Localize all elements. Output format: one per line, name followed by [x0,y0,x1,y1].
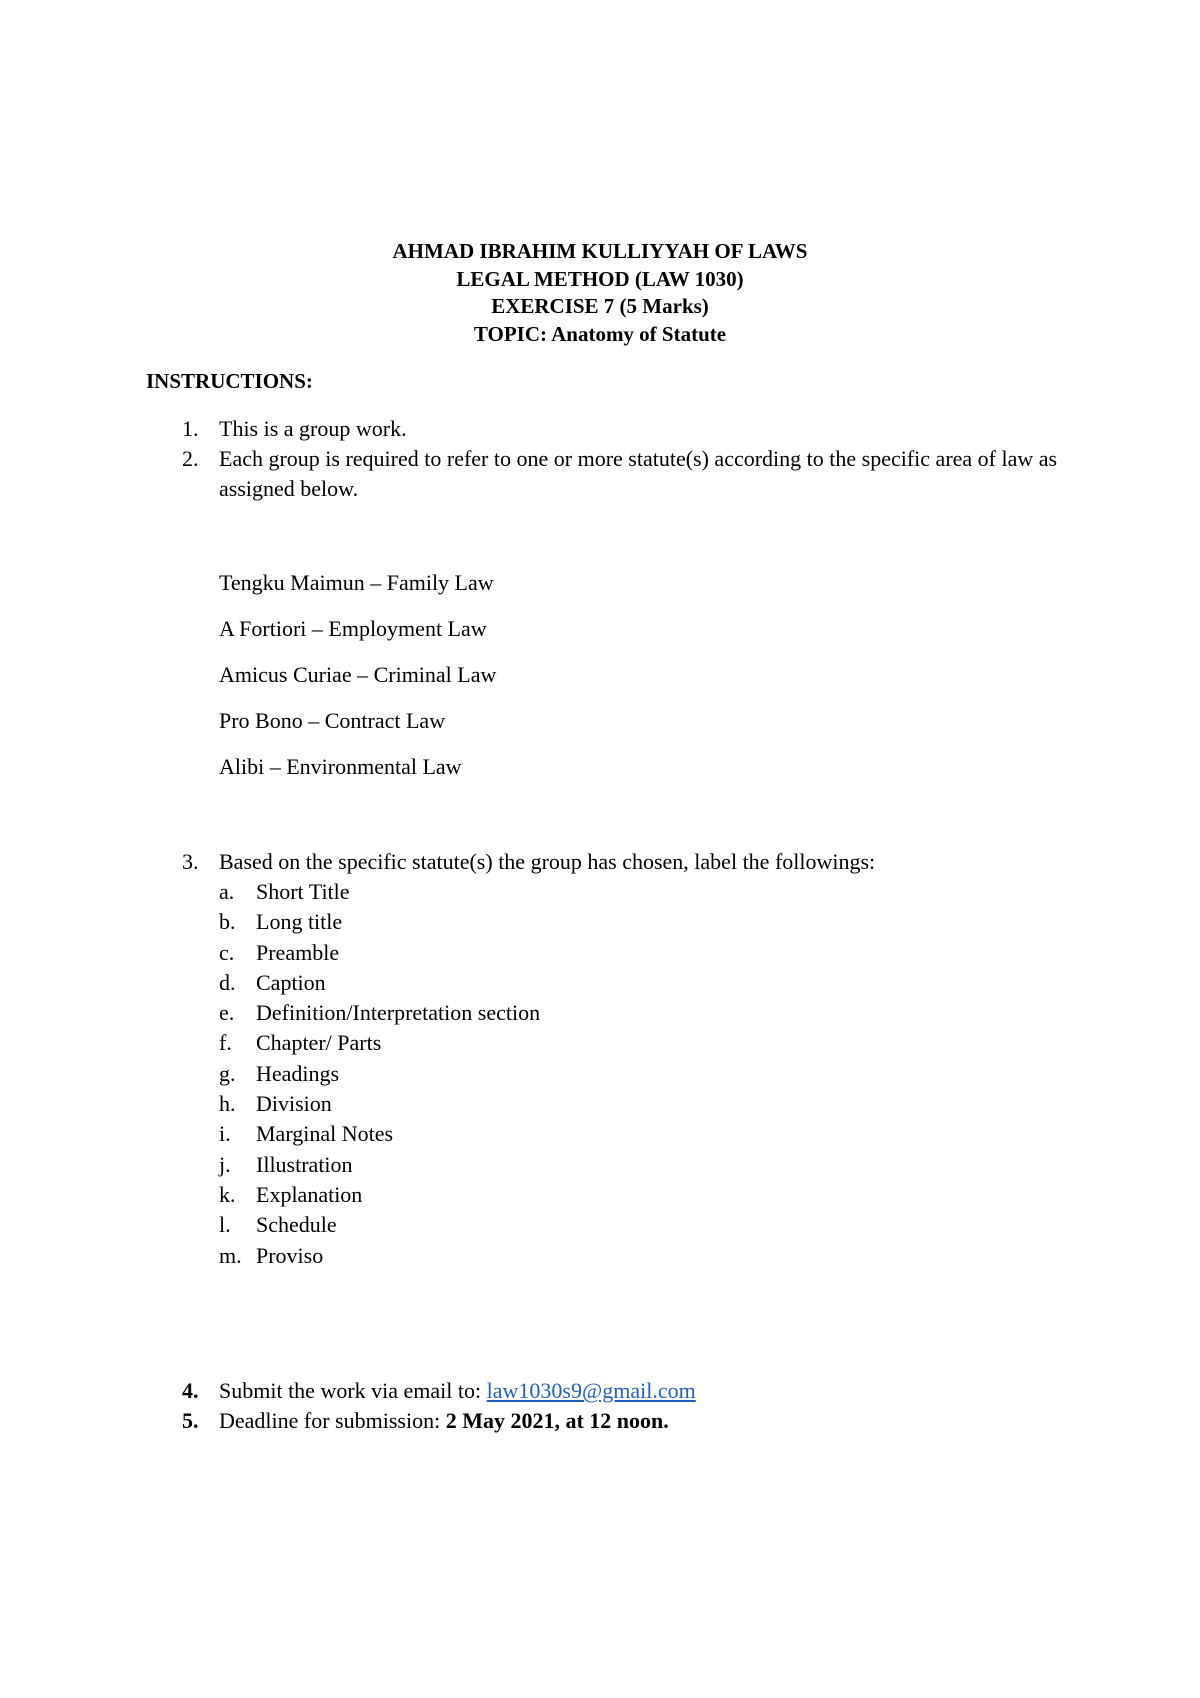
deadline-value: 2 May 2021, at 12 noon. [445,1408,669,1433]
email-link[interactable]: law1030s9@gmail.com [486,1378,696,1403]
list-letter: e. [219,1000,235,1026]
list-letter: d. [219,969,236,995]
item-number: 3. [182,849,199,874]
group-assignment: Amicus Curiae – Criminal Law [219,662,497,687]
instruction-item-1 [182,414,1082,444]
list-label: Definition/Interpretation section [256,1000,541,1026]
item-number: 1. [182,416,199,441]
list-letter: l. [219,1212,231,1238]
item-number: 4. [182,1378,199,1403]
instruction-item-2 [182,444,1062,504]
list-letter: i. [219,1121,231,1147]
deadline-label: Deadline for submission: [219,1408,446,1433]
item-number: 5. [182,1408,199,1433]
list-letter: h. [219,1091,236,1117]
list-letter: c. [219,939,235,965]
list-label: Chapter/ Parts [256,1030,382,1056]
instruction-item-5 [182,1406,1082,1436]
item-text [219,1406,1082,1436]
item-number: 2. [182,446,199,471]
group-assignment: Tengku Maimun – Family Law [219,570,494,595]
submit-text: Submit the work via email to: [219,1378,487,1403]
list-label: Explanation [256,1181,363,1207]
list-label: Proviso [256,1242,324,1268]
instructions-heading: INSTRUCTIONS: [146,369,313,393]
list-letter: g. [219,1060,236,1086]
list-label: Marginal Notes [256,1121,394,1147]
list-label: Division [256,1091,332,1117]
item-text: Each group is required to refer to one or more statute(s) according to the specific area of law as assigned below. [219,446,1058,501]
instruction-item-3 [182,847,1082,877]
exercise-title: EXERCISE 7 (5 Marks) [491,294,709,318]
list-letter: f. [219,1030,232,1056]
item-text [219,1376,1082,1406]
list-label: Illustration [256,1151,353,1177]
group-assignment: A Fortiori – Employment Law [219,616,487,641]
list-letter: k. [219,1181,236,1207]
list-letter: j. [219,1151,231,1177]
list-label: Long title [256,909,343,935]
list-label: Short Title [256,879,350,904]
list-letter: m. [219,1242,242,1268]
item-text: This is a group work. [219,416,407,441]
item-text: Based on the specific statute(s) the group has chosen, label the followings: [219,849,876,874]
list-letter: b. [219,909,236,935]
list-label: Preamble [256,939,340,965]
course-title: LEGAL METHOD (LAW 1030) [456,266,744,291]
list-label: Schedule [256,1212,337,1238]
instruction-item-4 [182,1376,1082,1406]
list-label: Caption [256,969,326,995]
document-header [0,238,1200,348]
group-assignment: Pro Bono – Contract Law [219,708,446,733]
institution-name: AHMAD IBRAHIM KULLIYYAH OF LAWS [392,239,808,263]
list-letter: a. [219,879,235,904]
list-label: Headings [256,1060,340,1086]
group-assignment: Alibi – Environmental Law [219,754,462,779]
topic-title: TOPIC: Anatomy of Statute [473,321,727,346]
